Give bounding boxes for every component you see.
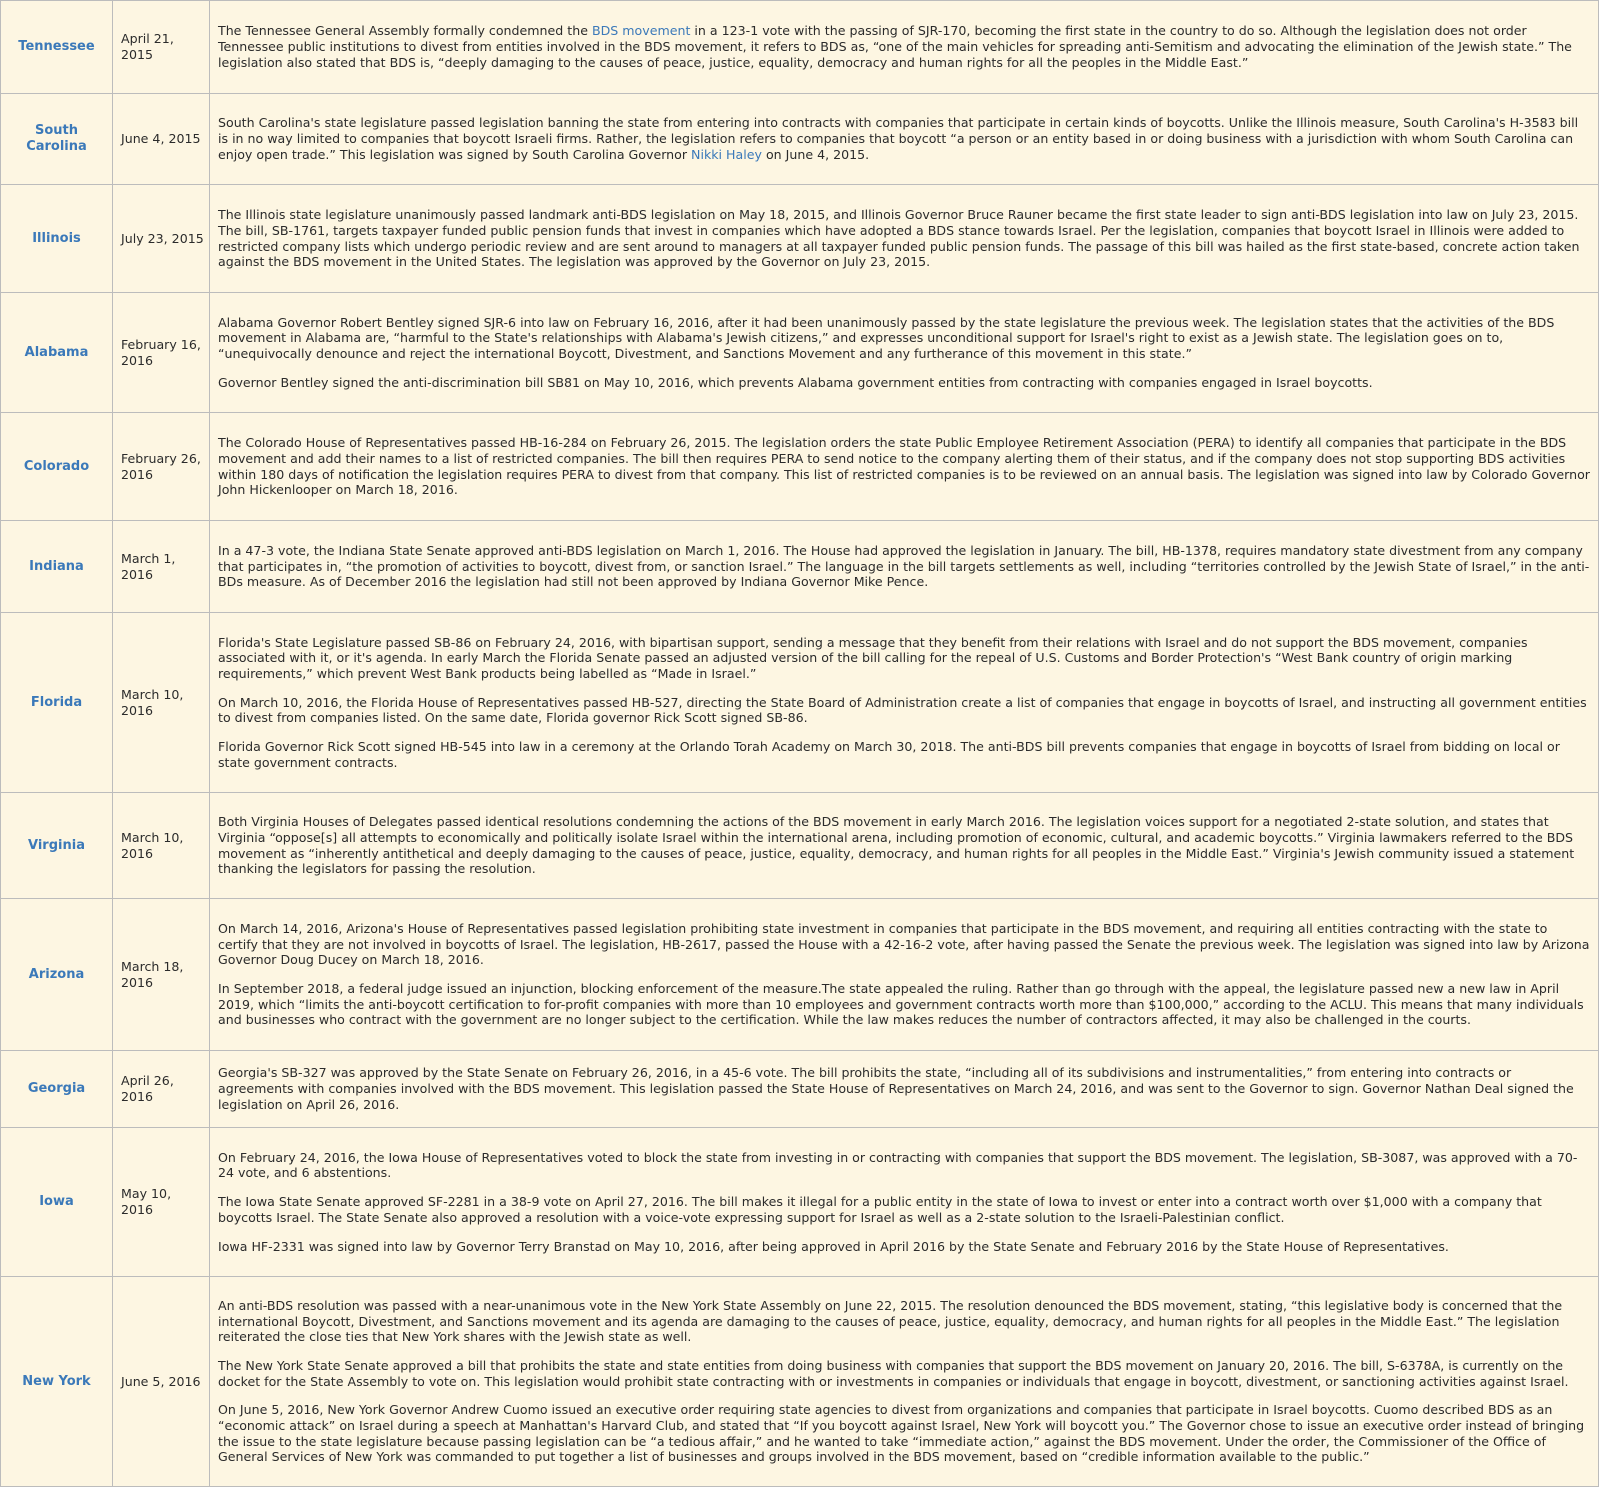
table-row-colorado [1,413,1599,521]
description-paragraph: The New York State Senate approved a bill that prohibits the state and state entities from doing business with companies that support the BDS movement on January 20, 2016. The bill, S-6378A, is currently on the docket for the State Assembly to vote on. This legislation would prohibit state contracting with or investments in companies or individuals that engage in boycott, divestment, or sanctioning activities against Israel. [218,1357,1569,1389]
description-paragraph: Florida Governor Rick Scott signed HB-545 into law in a ceremony at the Orlando Torah Academy on March 30, 2018. The anti-BDS bill prevents companies that engage in boycotts of Israel from bidding on local or state government contracts. [218,739,1560,770]
date-cell: March 10, 2016 [113,613,210,793]
description-cell [210,521,1599,613]
state-link-tennessee[interactable]: Tennessee [1,1,113,94]
paragraph-text: South Carolina's state legislature passed legislation banning the state from entering into contracts with companies that participate in certain kinds of boycotts. Unlike the Illinois measure, South Carolina's H-3583 bill is in no way limited to companies that boycott Israeli firms. Rather, the legislation refers to companies that boycott “a person or an entity based in or doing business with a jurisdiction with whom South Carolina can enjoy open trade.” This legislation was signed by South Carolina Governor [218,115,1579,162]
description-paragraph: In a 47-3 vote, the Indiana State Senate approved anti-BDS legislation on March 1, 2016. The House had approved the legislation in January. The bill, HB-1378, requires mandatory state divestment from any company that participates in, “the promotion of activities to boycott, divest from, or sanction Israel.” The language in the bill targets settlements as well, including “territories controlled by the Jewish State of Israel,” in the anti-BDs measure. As of December 2016 the legislation had still not been approved by Indiana Governor Mike Pence. [218,542,1590,590]
table-row-arizona [1,899,1599,1051]
table-row-indiana [1,521,1599,613]
paragraph-text: The Tennessee General Assembly formally condemned the [218,23,592,39]
description-paragraph: Alabama Governor Robert Bentley signed SJR-6 into law on February 16, 2016, after it had been unanimously passed by the state legislature the previous week. The legislation states that the activities of the BDS movement in Alabama are, “harmful to the State's relationships with Alabama's Jewish citizens,” and expresses unconditional support for Israel's right to exist as a Jewish state. The legislation goes on to, “unequivocally denounce and reject the international Boycott, Divestment, and Sanctions Movement and any furtherance of this movement in this state.” [218,314,1555,361]
date-cell: April 21, 2015 [113,1,210,94]
state-link-illinois[interactable]: Illinois [1,185,113,293]
description-paragraph [218,23,1590,70]
date-cell: June 5, 2016 [113,1277,210,1487]
state-link-south-carolina[interactable]: South Carolina [1,94,113,185]
description-cell [210,1277,1599,1487]
state-link-arizona[interactable]: Arizona [1,899,113,1051]
description-cell [210,94,1599,185]
description-cell [210,185,1599,293]
table-row-florida [1,613,1599,793]
description-paragraph: An anti-BDS resolution was passed with a near-unanimous vote in the New York State Assembly on June 22, 2015. The resolution denounced the BDS movement, stating, “this legislative body is concerned that the international Boycott, Divestment, and Sanctions movement and its agenda are damaging to the causes of peace, justice, equality, democracy, and human rights for all peoples in the Middle East.” The legislation reiterated the close ties that New York shares with the Jewish state as well. [218,1297,1563,1345]
table-row-alabama [1,293,1599,413]
description-paragraph: On June 5, 2016, New York Governor Andrew Cuomo issued an executive order requiring state agencies to divest from organizations and companies that participate in Israel boycotts. Cuomo described BDS as an “economic attack” on Israel during a speech at Manhattan's Harvard Club, and stated that “If you boycott against Israel, New York will boycott you.” The Governor chose to issue an executive order instead of bringing the issue to the state legislature because passing legislation can be “a tedious affair,” and he wanted to take “immediate action,” against the BDS movement. Under the order, the Commissioner of the Office of General Services of New York was commanded to put together a list of businesses and groups involved in the BDS movement, based on “credible information available to the public.” [218,1402,1585,1465]
table-row-iowa [1,1128,1599,1277]
description-cell [210,293,1599,413]
description-paragraph: The Iowa State Senate approved SF-2281 in a 38-9 vote on April 27, 2016. The bill makes it illegal for a public entity in the state of Iowa to invest or enter into a contract worth over $1,000 with a company that boycotts Israel. The State Senate also approved a resolution with a voice-vote expressing support for Israel as well as a 2-state solution to the Israeli-Palestinian conflict. [218,1194,1542,1225]
description-paragraph: Governor Bentley signed the anti-discrimination bill SB81 on May 10, 2016, which prevents Alabama government entities from contracting with companies engaged in Israel boycotts. [218,374,1373,390]
date-cell: May 10, 2016 [113,1128,210,1277]
description-cell [210,413,1599,521]
state-link-indiana[interactable]: Indiana [1,521,113,613]
date-cell: February 26, 2016 [113,413,210,521]
description-paragraph: Iowa HF-2331 was signed into law by Governor Terry Branstad on May 10, 2016, after being approved in April 2016 by the State Senate and February 2016 by the State House of Representatives. [218,1238,1449,1254]
state-link-new-york[interactable]: New York [1,1277,113,1487]
date-cell: July 23, 2015 [113,185,210,293]
table-row-georgia [1,1051,1599,1128]
date-cell: February 16, 2016 [113,293,210,413]
description-cell [210,613,1599,793]
description-cell [210,1,1599,94]
state-link-florida[interactable]: Florida [1,613,113,793]
description-paragraph: The Colorado House of Representatives passed HB-16-284 on February 26, 2015. The legislation orders the state Public Employee Retirement Association (PERA) to identify all companies that participate in the BDS movement and add their names to a list of restricted companies. The bill then requires PERA to send notice to the company alerting them of their status, and if the company does not stop supporting BDS activities within 180 days of notification the legislation requires PERA to divest from that company. This list of restricted companies is to be reviewed on an annual basis. The legislation was signed into law by Colorado Governor John Hickenlooper on March 18, 2016. [218,435,1590,498]
date-cell: March 18, 2016 [113,899,210,1051]
description-cell [210,899,1599,1051]
state-link-iowa[interactable]: Iowa [1,1128,113,1277]
table-row-illinois [1,185,1599,293]
date-cell: March 10, 2016 [113,793,210,899]
description-paragraph: On February 24, 2016, the Iowa House of Representatives voted to block the state from investing in or contracting with companies that support the BDS movement. The legislation, SB-3087, was approved with a 70-24 vote, and 6 abstentions. [218,1149,1578,1181]
description-cell [210,793,1599,899]
description-paragraph: In September 2018, a federal judge issued an injunction, blocking enforcement of the measure.The state appealed the ruling. Rather than go through with the appeal, the legislature passed new a new law in April 2019, which “limits the anti-boycott certification to for-profit companies with more than 10 employees and government contracts worth more than $100,000,” according to the ACLU. This means that many individuals and businesses who contract with the government are no longer subject to the certification. While the law makes reduces the number of contractors affected, it may also be challenged in the courts. [218,981,1584,1028]
table-row-virginia [1,793,1599,899]
nikki-haley-link[interactable]: Nikki Haley [691,146,762,162]
description-paragraph: Florida's State Legislature passed SB-86 on February 24, 2016, with bipartisan support, sending a message that they benefit from their relations with Israel and do not support the BDS movement, companies associated with it, or it's agenda. In early March the Florida Senate passed an adjusted version of the bill calling for the repeal of U.S. Customs and Border Protection's “West Bank country of origin marking requirements,” which prevent West Bank products being labelled as “Made in Israel.” [218,634,1528,681]
bds-movement-link[interactable]: BDS movement [591,23,691,39]
description-paragraph: On March 14, 2016, Arizona's House of Representatives passed legislation prohibiting state investment in companies that participate in the BDS movement, and requiring all entities contracting with the state to certify that they are not involved in boycotts of Israel. The legislation, HB-2617, passed the House with a 42-16-2 vote, after having passed the Senate the previous week. The legislation was signed into law by Arizona Governor Doug Ducey on March 18, 2016. [218,920,1590,968]
state-link-virginia[interactable]: Virginia [1,793,113,899]
table-row-south-carolina [1,94,1599,185]
date-cell: April 26, 2016 [113,1051,210,1128]
table-row-new-york [1,1277,1599,1487]
description-cell [210,1051,1599,1128]
date-cell: June 4, 2015 [113,94,210,185]
date-cell: March 1, 2016 [113,521,210,613]
table-row-tennessee [1,1,1599,94]
state-link-alabama[interactable]: Alabama [1,293,113,413]
state-link-georgia[interactable]: Georgia [1,1051,113,1128]
description-paragraph: Georgia's SB-327 was approved by the State Senate on February 26, 2016, in a 45-6 vote. The bill prohibits the state, “including all of its subdivisions and instrumentalities,” from entering into contracts or agreements with companies involved with the BDS movement. This legislation passed the State House of Representatives on March 24, 2016, and was sent to the Governor to sign. Governor Nathan Deal signed the legislation on April 26, 2016. [218,1065,1574,1112]
state-link-colorado[interactable]: Colorado [1,413,113,521]
paragraph-text: on June 4, 2015. [761,146,870,162]
paragraph-text: in a 123-1 vote with the passing of SJR-170, becoming the first state in the country to do so. Although the legislation does not order Tennessee public institutions to divest from entities involved in the BDS movement, it refers to BDS as, “one of the main vehicles for spreading anti-Semitism and advocating the elimination of the Jewish state.” The legislation also stated that BDS is, “deeply damaging to the causes of peace, justice, equality, democracy and human rights for all the peoples in the Middle East.” [218,23,1572,70]
description-cell [210,1128,1599,1277]
description-paragraph: On March 10, 2016, the Florida House of Representatives passed HB-527, directing the State Board of Administration create a list of companies that engage in boycotts of Israel, and instructing all government entities to divest from companies listed. On the same date, Florida governor Rick Scott signed SB-86. [218,694,1587,726]
description-paragraph: Both Virginia Houses of Delegates passed identical resolutions condemning the actions of the BDS movement in early March 2016. The legislation voices support for a negotiated 2-state solution, and states that Virginia “oppose[s] all attempts to economically and politically isolate Israel within the international arena, including promotion of economic, cultural, and academic boycotts.” Virginia lawmakers referred to the BDS movement as “inherently antithetical and deeply damaging to the causes of peace, justice, equality, democracy, and human rights for all peoples in the Middle East.” Virginia's Jewish community issued a statement thanking the legislators for passing the resolution. [218,814,1575,877]
description-paragraph [218,115,1590,162]
description-paragraph: The Illinois state legislature unanimously passed landmark anti-BDS legislation on May 18, 2015, and Illinois Governor Bruce Rauner became the first state leader to sign anti-BDS legislation into law on July 23, 2015. The bill, SB-1761, targets taxpayer funded public pension funds that invest in companies which have adopted a BDS stance towards Israel. Per the legislation, companies that boycott Israel in Illinois were added to restricted company lists which undergo periodic review and are sent around to managers at all taxpayer funded public pension funds. The passage of this bill was hailed as the first state-based, concrete action taken against the BDS movement in the United States. The legislation was approved by the Governor on July 23, 2015. [218,207,1580,270]
